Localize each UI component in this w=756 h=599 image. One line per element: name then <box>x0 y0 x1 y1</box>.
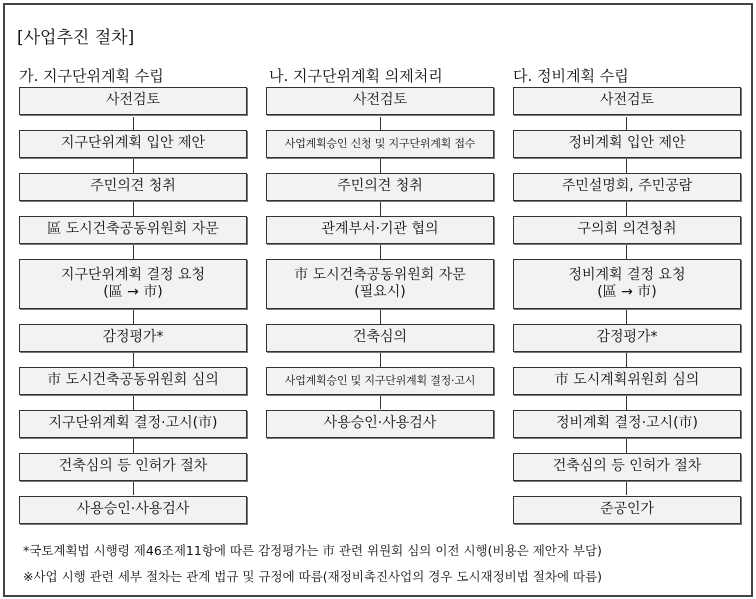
step-c-permits: 건축심의 등 인허가 절차 <box>513 453 741 481</box>
footnote-procedure: ※사업 시행 관련 세부 절차는 관계 법규 및 규정에 따름(재정비촉진사업의 경우 도시재정비법 절차에 따름) <box>23 569 603 584</box>
step-a-use-approval: 사용승인·사용검사 <box>19 496 247 524</box>
step-c-decision-request: 정비계획 결정 요청 (區 → 市) <box>513 259 741 309</box>
step-b-city-committee-advice: 市 도시건축공동위원회 자문 (필요시) <box>266 259 494 309</box>
step-c-pre-review: 사전검토 <box>513 87 741 115</box>
step-c-city-planning-committee: 市 도시계획위원회 심의 <box>513 367 741 395</box>
page-title: [사업추진 절차] <box>17 28 135 48</box>
step-b-use-approval: 사용승인·사용검사 <box>266 410 494 438</box>
step-c-briefing: 주민설명회, 주민공람 <box>513 173 741 201</box>
step-a-decision-notice: 지구단위계획 결정·고시(市) <box>19 410 247 438</box>
step-b-pre-review: 사전검토 <box>266 87 494 115</box>
step-b-approval-notice: 사업계획승인 및 지구단위계획 결정·고시 <box>266 367 494 395</box>
column-heading-c: 다. 정비계획 수립 <box>513 67 629 85</box>
column-heading-b: 나. 지구단위계획 의제처리 <box>269 67 443 85</box>
step-a-district-committee: 區 도시건축공동위원회 자문 <box>19 216 247 244</box>
step-c-decision-notice: 정비계획 결정·고시(市) <box>513 410 741 438</box>
step-c-proposal: 정비계획 입안 제안 <box>513 130 741 158</box>
footnote-appraisal: *국토계획법 시행령 제46조제11항에 따른 감정평가는 市 관련 위원회 심의 이전 시행(비용은 제안자 부담) <box>23 543 602 558</box>
procedure-frame <box>3 3 753 597</box>
step-a-city-committee: 市 도시건축공동위원회 심의 <box>19 367 247 395</box>
step-a-public-opinion: 주민의견 청취 <box>19 173 247 201</box>
step-b-public-opinion: 주민의견 청취 <box>266 173 494 201</box>
step-c-council-opinion: 구의회 의견청취 <box>513 216 741 244</box>
step-b-building-review: 건축심의 <box>266 324 494 352</box>
step-a-permits: 건축심의 등 인허가 절차 <box>19 453 247 481</box>
step-b-application: 사업계획승인 신청 및 지구단위계획 접수 <box>266 130 494 158</box>
step-a-proposal: 지구단위계획 입안 제안 <box>19 130 247 158</box>
step-b-agency-consult: 관계부서·기관 협의 <box>266 216 494 244</box>
step-a-decision-request: 지구단위계획 결정 요청 (區 → 市) <box>19 259 247 309</box>
column-heading-a: 가. 지구단위계획 수립 <box>19 67 164 85</box>
step-a-appraisal: 감정평가* <box>19 324 247 352</box>
step-c-appraisal: 감정평가* <box>513 324 741 352</box>
step-c-completion: 준공인가 <box>513 496 741 524</box>
step-a-pre-review: 사전검토 <box>19 87 247 115</box>
